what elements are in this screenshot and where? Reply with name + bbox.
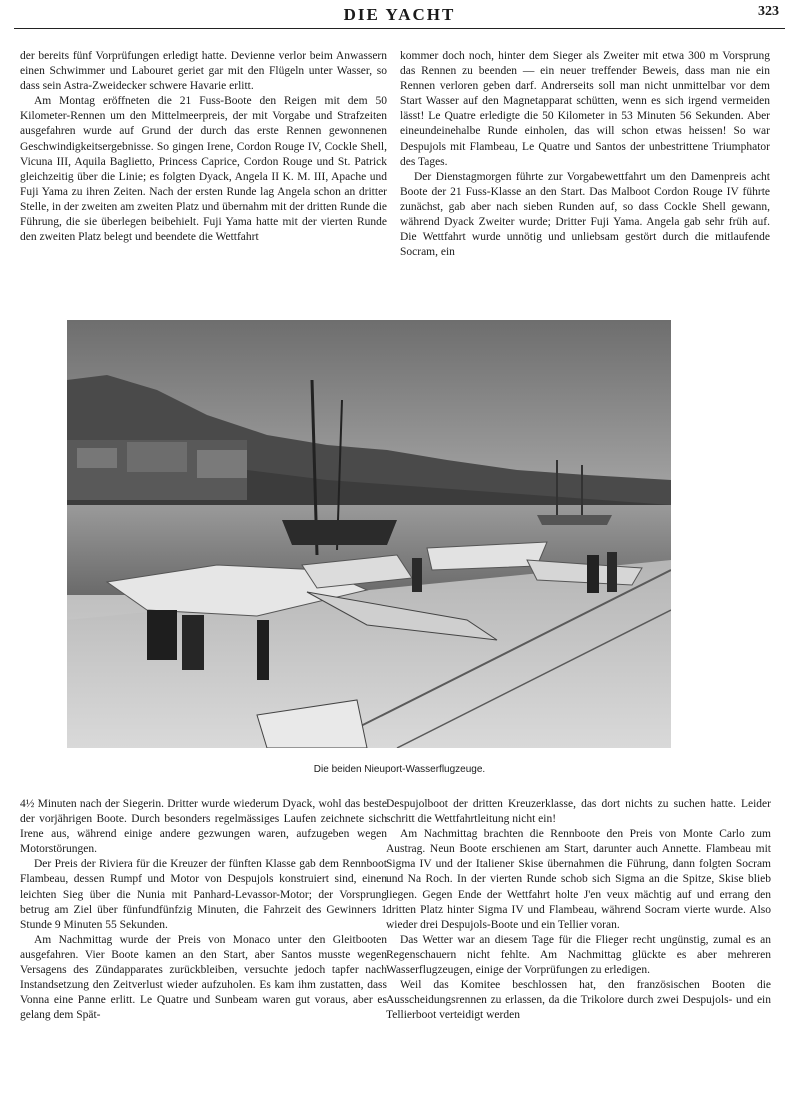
paragraph: Am Nachmittag brachten die Rennboote den Preis von Monte Carlo zum Austrag. Neun Boote erschienen am Start, darunter auch Annette. Flambeau mit Sigma IV und der Italiener Skise übernahmen die Führung, dann folgten Socram und Na Roch. In der vierten Runde schob sich Sigma an die Spitze, Skise blieb liegen. Gegen Ende der Wettfahrt holte J'en veux mächtig auf und errang den dritten Platz hinter Sigma IV und Flambeau, während Socram vierte wurde. Also wieder drei Despujols-Boote und ein Tellier voran.: [386, 828, 771, 931]
paragraph: Am Montag eröffneten die 21 Fuss-Boote den Reigen mit dem 50 Kilometer-Rennen um den Mittelmeerpreis, der mit Vorgabe und Strafzeiten ausgefahren wurde auf Grund der durch das erste Rennen gewonnenen Geschwindigkeitsergebnisse. So gingen Irene, Cordon Rouge IV, Cockle Shell, Vicuna III, Aquila Baglietto, Princess Caprice, Cordon Rouge und St. Patrick gleichzeitig über die Linie; es folgten Dyack, Angela II K. M. III, Apache und Fuji Yama zu ihren Zeiten. Nach der ersten Runde lag Angela schon an dritter Stelle, in der zweiten am zweiten Platz und übernahm mit der dritten Runde die Führung, die sie überlegen beibehielt. Fuji Yama hatte mit der vierten Runde den zweiten Platz belegt und beendete die Wettfahrt: [20, 95, 387, 244]
paragraph: Der Preis der Riviera für die Kreuzer der fünften Klasse gab dem Rennboot Flambeau, dessen Rumpf und Motor von Despujols konstruiert sind, einen leichten Sieg über die Nunia mit Panhard-Levassor-Motor; der Vorsprung betrug am Ziel über fünfundfünfzig Minuten, die Fahrzeit des Gewinners 1 Stunde 9 Minuten 55 Sekunden.: [20, 858, 387, 931]
paragraph: Weil das Komitee beschlossen hat, den französischen Booten die Ausscheidungsrennen zu erlassen, da die Trikolore durch zwei Despujols- und ein Tellierboot verteidigt werden: [386, 979, 771, 1022]
header-rule: [14, 28, 785, 29]
paragraph: Am Nachmittag wurde der Preis von Monaco unter den Gleitbooten ausgefahren. Vier Boote kamen an den Start, aber Santos musste wegen Versagens des Zündapparates zurückbleiben, versuchte jedoch tapfer nach Instandsetzung den Zeitverlust wieder aufzuholen. Es kam ihm zustatten, dass Vonna eine Panne erlitt. Le Quatre und Sunbeam waren gut voraus, aber es gelang dem Spät-: [20, 933, 387, 1022]
paragraph: Despujolboot der dritten Kreuzerklasse, das dort nichts zu suchen hatte. Leider schritt die Wettfahrtleitung nicht ein!: [386, 798, 771, 826]
column-top-left: [20, 49, 387, 297]
paragraph: Der Dienstagmorgen führte zur Vorgabewettfahrt um den Damenpreis acht Boote der 21 Fuss-Klasse an den Start. Das Malboot Cordon Rouge IV führte zunächst, gab aber nach sieben Runden auf, so dass Cockle Shell gewann, während Dyack Zweiter wurde; Dritter Fuji Yama. Angela gab sehr früh auf. Die Wettfahrt wurde unnötig und unliebsam gestört durch die mitlaufende Socram, ein: [400, 170, 770, 259]
paragraph: 4½ Minuten nach der Siegerin. Dritter wurde wiederum Dyack, wohl das beste der vorjährigen Boote. Durch besonders regelmässiges Laufen zeichnete sich Irene aus, während einige andere gezwungen waren, aufzugeben wegen Motorstörungen.: [20, 798, 387, 856]
photograph-seaplanes: [67, 320, 671, 748]
journal-title: DIE YACHT: [343, 5, 456, 24]
page-number: 323: [758, 4, 779, 19]
page-header: [0, 0, 799, 34]
column-bottom-left: [20, 797, 387, 1097]
paragraph: Das Wetter war an diesem Tage für die Flieger recht ungünstig, zumal es an Regenschauern nicht fehlte. Am Nachmittag glückte es aber mehreren Wasserflugzeugen, einige der Vorprüfungen zu erledigen.: [386, 933, 771, 977]
figure-caption: Die beiden Nieuport-Wasserflugzeuge.: [313, 764, 486, 775]
paragraph: kommer doch noch, hinter dem Sieger als Zweiter mit etwa 300 m Vorsprung das Rennen zu beenden — ein neuer treffender Beweis, dass man nie ein Rennen verloren geben darf. Andrerseits soll man nicht unmittelbar vor dem Start Wasser auf den Magnetapparat schütten, wenn es sich irgend vermeiden lässt! Le Quatre erledigte die 50 Kilometer in 53 Minuten 56 Sekunden. Aber eineundeinehalbe Runde einholen, das will schon etwas heissen! So war Despujols mit Flambeau, Le Quatre und Santos der unbestrittene Triumphator des Tages.: [400, 50, 770, 168]
paragraph: der bereits fünf Vorprüfungen erledigt hatte. Devienne verlor beim Anwassern einen Schwimmer und Labouret geriet gar mit den Flügeln unter Wasser, so dass sein Astra-Zweidecker schwere Havarie erlitt.: [20, 50, 387, 93]
column-top-right: [400, 49, 770, 297]
column-bottom-right: [386, 797, 771, 1097]
